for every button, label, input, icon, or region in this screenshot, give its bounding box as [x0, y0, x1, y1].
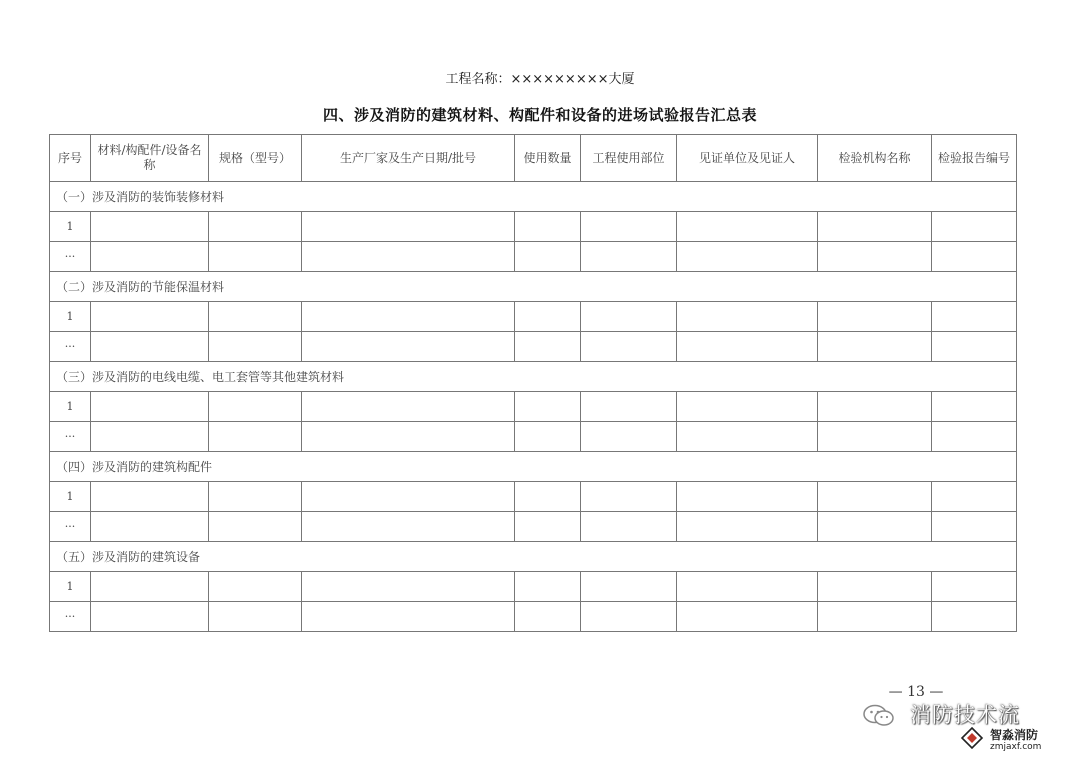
column-header: 检验机构名称: [818, 135, 932, 182]
column-header: 检验报告编号: [932, 135, 1017, 182]
section-row: [50, 542, 1017, 572]
row-number: 1: [50, 482, 91, 512]
table-row: [50, 422, 1017, 452]
section-title: （一）涉及消防的装饰装修材料: [50, 182, 1017, 212]
row-number: ···: [50, 422, 91, 452]
section-row: [50, 272, 1017, 302]
table-row: [50, 212, 1017, 242]
table-row: [50, 572, 1017, 602]
row-number: ···: [50, 512, 91, 542]
row-number: ···: [50, 332, 91, 362]
section-title: （二）涉及消防的节能保温材料: [50, 272, 1017, 302]
column-header: 规格（型号）: [209, 135, 302, 182]
row-number: 1: [50, 212, 91, 242]
project-name: 工程名称：×××××××××大厦: [445, 72, 635, 87]
table-row: [50, 392, 1017, 422]
row-number: ···: [50, 602, 91, 632]
table-row: [50, 512, 1017, 542]
report-summary-table: [49, 134, 1017, 632]
table-row: [50, 302, 1017, 332]
brand-logo-icon: [960, 726, 984, 750]
table-row: [50, 602, 1017, 632]
wechat-icon: [862, 703, 896, 727]
section-title: （三）涉及消防的电线电缆、电工套管等其他建筑材料: [50, 362, 1017, 392]
channel-name: 消防技术流: [910, 703, 1020, 727]
brand-url: zmjaxf.com: [990, 742, 1042, 752]
row-number: ···: [50, 242, 91, 272]
table-header-row: [50, 135, 1017, 182]
page-number: — 13 —: [888, 684, 944, 700]
column-header: 材料/构配件/设备名称: [91, 135, 209, 182]
column-header: 工程使用部位: [581, 135, 677, 182]
column-header: 序号: [50, 135, 91, 182]
section-title: （四）涉及消防的建筑构配件: [50, 452, 1017, 482]
row-number: 1: [50, 302, 91, 332]
table-row: [50, 242, 1017, 272]
brand-name: 智淼消防: [990, 728, 1039, 742]
table-row: [50, 482, 1017, 512]
section-row: [50, 452, 1017, 482]
column-header: 使用数量: [515, 135, 581, 182]
section-title: （五）涉及消防的建筑设备: [50, 542, 1017, 572]
column-header: 见证单位及见证人: [677, 135, 818, 182]
document-title: 四、涉及消防的建筑材料、构配件和设备的进场试验报告汇总表: [322, 106, 757, 124]
row-number: 1: [50, 392, 91, 422]
section-row: [50, 362, 1017, 392]
row-number: 1: [50, 572, 91, 602]
column-header: 生产厂家及生产日期/批号: [302, 135, 515, 182]
table-row: [50, 332, 1017, 362]
section-row: [50, 182, 1017, 212]
